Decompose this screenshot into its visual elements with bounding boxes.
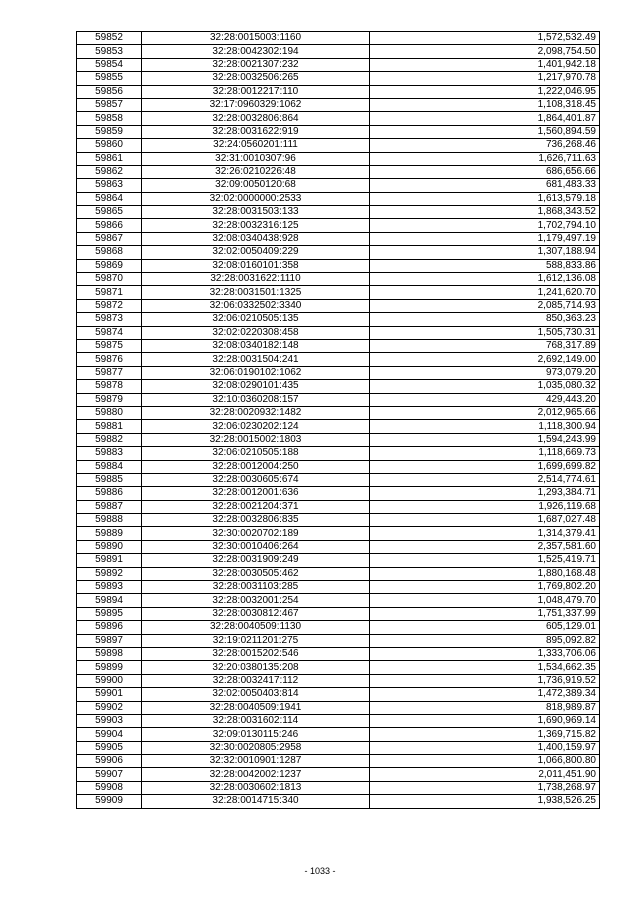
amount-cell: 681,483.33 xyxy=(370,179,600,192)
cadastral-code-cell: 32:17:0960329:1062 xyxy=(142,98,370,111)
record-number-cell: 59870 xyxy=(77,273,142,286)
record-number-cell: 59884 xyxy=(77,460,142,473)
table-row xyxy=(77,741,600,754)
record-number-cell: 59869 xyxy=(77,259,142,272)
table-row xyxy=(77,219,600,232)
amount-cell: 1,314,379.41 xyxy=(370,527,600,540)
table-row xyxy=(77,768,600,781)
table-row xyxy=(77,755,600,768)
amount-cell: 686,656.66 xyxy=(370,165,600,178)
table-row xyxy=(77,112,600,125)
record-number-cell: 59881 xyxy=(77,420,142,433)
cadastral-code-cell: 32:28:0030505:462 xyxy=(142,567,370,580)
record-number-cell: 59891 xyxy=(77,554,142,567)
cadastral-code-cell: 32:28:0031503:133 xyxy=(142,206,370,219)
amount-cell: 1,222,046.95 xyxy=(370,85,600,98)
table-row xyxy=(77,139,600,152)
cadastral-code-cell: 32:28:0042302:194 xyxy=(142,45,370,58)
amount-cell: 605,129.01 xyxy=(370,621,600,634)
record-number-cell: 59902 xyxy=(77,701,142,714)
record-number-cell: 59898 xyxy=(77,647,142,660)
table-row xyxy=(77,406,600,419)
table-row xyxy=(77,594,600,607)
record-number-cell: 59890 xyxy=(77,540,142,553)
amount-cell: 736,268.46 xyxy=(370,139,600,152)
amount-cell: 429,443.20 xyxy=(370,393,600,406)
table-row xyxy=(77,192,600,205)
cadastral-code-cell: 32:02:0220308:458 xyxy=(142,326,370,339)
record-number-cell: 59885 xyxy=(77,473,142,486)
amount-cell: 588,833.86 xyxy=(370,259,600,272)
record-number-cell: 59875 xyxy=(77,339,142,352)
record-number-cell: 59855 xyxy=(77,72,142,85)
record-number-cell: 59853 xyxy=(77,45,142,58)
amount-cell: 1,118,669.73 xyxy=(370,447,600,460)
cadastral-code-cell: 32:32:0010901:1287 xyxy=(142,755,370,768)
cadastral-code-cell: 32:02:0000000:2533 xyxy=(142,192,370,205)
amount-cell: 1,400,159.97 xyxy=(370,741,600,754)
record-number-cell: 59866 xyxy=(77,219,142,232)
cadastral-code-cell: 32:28:0015202:546 xyxy=(142,647,370,660)
record-number-cell: 59907 xyxy=(77,768,142,781)
table-row xyxy=(77,714,600,727)
table-row xyxy=(77,45,600,58)
amount-cell: 2,011,451.90 xyxy=(370,768,600,781)
cadastral-code-cell: 32:09:0050120:68 xyxy=(142,179,370,192)
table-row xyxy=(77,647,600,660)
page-number: - 1033 - xyxy=(304,866,336,876)
amount-cell: 1,612,136.08 xyxy=(370,273,600,286)
amount-cell: 895,092.82 xyxy=(370,634,600,647)
cadastral-code-cell: 32:24:0560201:111 xyxy=(142,139,370,152)
amount-cell: 1,108,318.45 xyxy=(370,98,600,111)
cadastral-code-cell: 32:31:0010307:96 xyxy=(142,152,370,165)
amount-cell: 1,626,711.63 xyxy=(370,152,600,165)
table-row xyxy=(77,58,600,71)
record-number-cell: 59872 xyxy=(77,299,142,312)
cadastral-code-cell: 32:02:0050409:229 xyxy=(142,246,370,259)
cadastral-code-cell: 32:28:0015002:1803 xyxy=(142,433,370,446)
record-number-cell: 59868 xyxy=(77,246,142,259)
table-row xyxy=(77,125,600,138)
table-row xyxy=(77,232,600,245)
amount-cell: 1,560,894.59 xyxy=(370,125,600,138)
table-row xyxy=(77,447,600,460)
table-row xyxy=(77,286,600,299)
cadastral-code-cell: 32:06:0190102:1062 xyxy=(142,366,370,379)
cadastral-code-cell: 32:28:0021204:371 xyxy=(142,500,370,513)
cadastral-code-cell: 32:08:0340182:148 xyxy=(142,339,370,352)
record-number-cell: 59852 xyxy=(77,32,142,45)
cadastral-code-cell: 32:28:0020932:1482 xyxy=(142,406,370,419)
record-number-cell: 59887 xyxy=(77,500,142,513)
amount-cell: 1,687,027.48 xyxy=(370,514,600,527)
table-row xyxy=(77,674,600,687)
record-number-cell: 59874 xyxy=(77,326,142,339)
cadastral-code-cell: 32:28:0031909:249 xyxy=(142,554,370,567)
table-row xyxy=(77,326,600,339)
cadastral-code-cell: 32:28:0031602:114 xyxy=(142,714,370,727)
cadastral-code-cell: 32:26:0210226:48 xyxy=(142,165,370,178)
cadastral-code-cell: 32:28:0031622:919 xyxy=(142,125,370,138)
record-number-cell: 59873 xyxy=(77,313,142,326)
amount-cell: 1,179,497.19 xyxy=(370,232,600,245)
cadastral-code-cell: 32:09:0130115:246 xyxy=(142,728,370,741)
amount-cell: 1,736,919.52 xyxy=(370,674,600,687)
table-row xyxy=(77,688,600,701)
cadastral-code-cell: 32:28:0032806:864 xyxy=(142,112,370,125)
cadastral-code-cell: 32:08:0290101:435 xyxy=(142,380,370,393)
record-number-cell: 59863 xyxy=(77,179,142,192)
cadastral-code-cell: 32:28:0031504:241 xyxy=(142,353,370,366)
table-row xyxy=(77,152,600,165)
record-number-cell: 59879 xyxy=(77,393,142,406)
table-row xyxy=(77,393,600,406)
cadastral-code-cell: 32:20:0380135:208 xyxy=(142,661,370,674)
table-row xyxy=(77,527,600,540)
cadastral-code-cell: 32:28:0012004:250 xyxy=(142,460,370,473)
record-number-cell: 59859 xyxy=(77,125,142,138)
amount-cell: 818,989.87 xyxy=(370,701,600,714)
record-number-cell: 59862 xyxy=(77,165,142,178)
record-number-cell: 59856 xyxy=(77,85,142,98)
amount-cell: 850,363.23 xyxy=(370,313,600,326)
amount-cell: 1,217,970.78 xyxy=(370,72,600,85)
table-row xyxy=(77,728,600,741)
record-number-cell: 59909 xyxy=(77,795,142,808)
cadastral-code-cell: 32:28:0032506:265 xyxy=(142,72,370,85)
table-row xyxy=(77,581,600,594)
table-row xyxy=(77,433,600,446)
table-row xyxy=(77,567,600,580)
record-number-cell: 59861 xyxy=(77,152,142,165)
amount-cell: 1,333,706.06 xyxy=(370,647,600,660)
amount-cell: 2,357,581.60 xyxy=(370,540,600,553)
record-number-cell: 59883 xyxy=(77,447,142,460)
cadastral-code-cell: 32:30:0010406:264 xyxy=(142,540,370,553)
table-row xyxy=(77,313,600,326)
table-row xyxy=(77,206,600,219)
table-row xyxy=(77,246,600,259)
record-number-cell: 59857 xyxy=(77,98,142,111)
amount-cell: 1,938,526.25 xyxy=(370,795,600,808)
amount-cell: 1,534,662.35 xyxy=(370,661,600,674)
cadastral-code-cell: 32:06:0230202:124 xyxy=(142,420,370,433)
amount-cell: 768,317.89 xyxy=(370,339,600,352)
amount-cell: 2,098,754.50 xyxy=(370,45,600,58)
record-number-cell: 59882 xyxy=(77,433,142,446)
amount-cell: 1,307,188.94 xyxy=(370,246,600,259)
amount-cell: 1,572,532.49 xyxy=(370,32,600,45)
amount-cell: 1,880,168.48 xyxy=(370,567,600,580)
cadastral-code-cell: 32:08:0160101:358 xyxy=(142,259,370,272)
table-row xyxy=(77,460,600,473)
record-number-cell: 59888 xyxy=(77,514,142,527)
table-row xyxy=(77,339,600,352)
record-number-cell: 59865 xyxy=(77,206,142,219)
cadastral-code-cell: 32:28:0021307:232 xyxy=(142,58,370,71)
amount-cell: 1,525,419.71 xyxy=(370,554,600,567)
cadastral-code-cell: 32:28:0032806:835 xyxy=(142,514,370,527)
table-row xyxy=(77,32,600,45)
table-row xyxy=(77,165,600,178)
record-number-cell: 59906 xyxy=(77,755,142,768)
table-row xyxy=(77,72,600,85)
record-number-cell: 59858 xyxy=(77,112,142,125)
amount-cell: 1,505,730.31 xyxy=(370,326,600,339)
amount-cell: 1,769,802.20 xyxy=(370,581,600,594)
amount-cell: 1,472,389.34 xyxy=(370,688,600,701)
cadastral-code-cell: 32:28:0032316:125 xyxy=(142,219,370,232)
amount-cell: 1,926,119.68 xyxy=(370,500,600,513)
record-number-cell: 59900 xyxy=(77,674,142,687)
table-row xyxy=(77,85,600,98)
table-row xyxy=(77,487,600,500)
table-row xyxy=(77,259,600,272)
cadastral-code-cell: 32:30:0020702:189 xyxy=(142,527,370,540)
record-number-cell: 59889 xyxy=(77,527,142,540)
record-number-cell: 59896 xyxy=(77,621,142,634)
amount-cell: 1,751,337.99 xyxy=(370,607,600,620)
cadastral-code-cell: 32:10:0360208:157 xyxy=(142,393,370,406)
cadastral-code-cell: 32:30:0020805:2958 xyxy=(142,741,370,754)
cadastral-code-cell: 32:28:0014715:340 xyxy=(142,795,370,808)
table-row xyxy=(77,473,600,486)
table-row xyxy=(77,273,600,286)
amount-cell: 1,048,479.70 xyxy=(370,594,600,607)
amount-cell: 1,864,401.87 xyxy=(370,112,600,125)
cadastral-code-cell: 32:06:0210505:135 xyxy=(142,313,370,326)
record-number-cell: 59899 xyxy=(77,661,142,674)
table-row xyxy=(77,98,600,111)
cadastral-code-cell: 32:28:0012217:110 xyxy=(142,85,370,98)
record-number-cell: 59894 xyxy=(77,594,142,607)
table-row xyxy=(77,554,600,567)
amount-cell: 1,241,620.70 xyxy=(370,286,600,299)
cadastral-code-cell: 32:28:0030812:467 xyxy=(142,607,370,620)
amount-cell: 1,369,715.82 xyxy=(370,728,600,741)
cadastral-code-cell: 32:08:0340438:928 xyxy=(142,232,370,245)
cadastral-code-cell: 32:28:0031622:1110 xyxy=(142,273,370,286)
record-number-cell: 59880 xyxy=(77,406,142,419)
record-number-cell: 59893 xyxy=(77,581,142,594)
amount-cell: 1,699,699.82 xyxy=(370,460,600,473)
record-number-cell: 59864 xyxy=(77,192,142,205)
table-row xyxy=(77,607,600,620)
record-number-cell: 59905 xyxy=(77,741,142,754)
amount-cell: 1,702,794.10 xyxy=(370,219,600,232)
cadastral-code-cell: 32:19:0211201:275 xyxy=(142,634,370,647)
record-number-cell: 59901 xyxy=(77,688,142,701)
cadastral-code-cell: 32:28:0040509:1130 xyxy=(142,621,370,634)
table-row xyxy=(77,179,600,192)
record-number-cell: 59871 xyxy=(77,286,142,299)
cadastral-code-cell: 32:06:0210505:188 xyxy=(142,447,370,460)
cadastral-code-cell: 32:28:0030602:1813 xyxy=(142,781,370,794)
table-row xyxy=(77,353,600,366)
table-row xyxy=(77,661,600,674)
cadastral-code-cell: 32:06:0332502:3340 xyxy=(142,299,370,312)
amount-cell: 2,085,714.93 xyxy=(370,299,600,312)
table-row xyxy=(77,420,600,433)
table-row xyxy=(77,621,600,634)
cadastral-code-cell: 32:28:0040509:1941 xyxy=(142,701,370,714)
cadastral-code-cell: 32:28:0015003:1160 xyxy=(142,32,370,45)
cadastral-code-cell: 32:28:0032417:112 xyxy=(142,674,370,687)
amount-cell: 1,868,343.52 xyxy=(370,206,600,219)
table-row xyxy=(77,795,600,808)
records-table-body xyxy=(77,32,600,809)
amount-cell: 1,594,243.99 xyxy=(370,433,600,446)
records-table xyxy=(76,31,600,809)
record-number-cell: 59860 xyxy=(77,139,142,152)
table-row xyxy=(77,634,600,647)
record-number-cell: 59903 xyxy=(77,714,142,727)
record-number-cell: 59904 xyxy=(77,728,142,741)
record-number-cell: 59876 xyxy=(77,353,142,366)
table-row xyxy=(77,781,600,794)
cadastral-code-cell: 32:28:0030605:674 xyxy=(142,473,370,486)
table-row xyxy=(77,380,600,393)
amount-cell: 1,401,942.18 xyxy=(370,58,600,71)
amount-cell: 2,692,149.00 xyxy=(370,353,600,366)
record-number-cell: 59908 xyxy=(77,781,142,794)
cadastral-code-cell: 32:28:0042002:1237 xyxy=(142,768,370,781)
table-row xyxy=(77,299,600,312)
amount-cell: 2,514,774.61 xyxy=(370,473,600,486)
cadastral-code-cell: 32:28:0032001:254 xyxy=(142,594,370,607)
cadastral-code-cell: 32:28:0031501:1325 xyxy=(142,286,370,299)
table-row xyxy=(77,514,600,527)
amount-cell: 2,012,965.66 xyxy=(370,406,600,419)
table-row xyxy=(77,540,600,553)
cadastral-code-cell: 32:28:0012001:636 xyxy=(142,487,370,500)
amount-cell: 1,066,800.80 xyxy=(370,755,600,768)
record-number-cell: 59878 xyxy=(77,380,142,393)
cadastral-code-cell: 32:02:0050403:814 xyxy=(142,688,370,701)
record-number-cell: 59897 xyxy=(77,634,142,647)
table-row xyxy=(77,366,600,379)
cadastral-code-cell: 32:28:0031103:285 xyxy=(142,581,370,594)
amount-cell: 1,293,384.71 xyxy=(370,487,600,500)
amount-cell: 1,118,300.94 xyxy=(370,420,600,433)
record-number-cell: 59854 xyxy=(77,58,142,71)
record-number-cell: 59867 xyxy=(77,232,142,245)
record-number-cell: 59877 xyxy=(77,366,142,379)
record-number-cell: 59892 xyxy=(77,567,142,580)
amount-cell: 1,035,080.32 xyxy=(370,380,600,393)
amount-cell: 1,613,579.18 xyxy=(370,192,600,205)
amount-cell: 973,079.20 xyxy=(370,366,600,379)
amount-cell: 1,690,969.14 xyxy=(370,714,600,727)
table-row xyxy=(77,701,600,714)
record-number-cell: 59895 xyxy=(77,607,142,620)
table-row xyxy=(77,500,600,513)
amount-cell: 1,738,268.97 xyxy=(370,781,600,794)
record-number-cell: 59886 xyxy=(77,487,142,500)
